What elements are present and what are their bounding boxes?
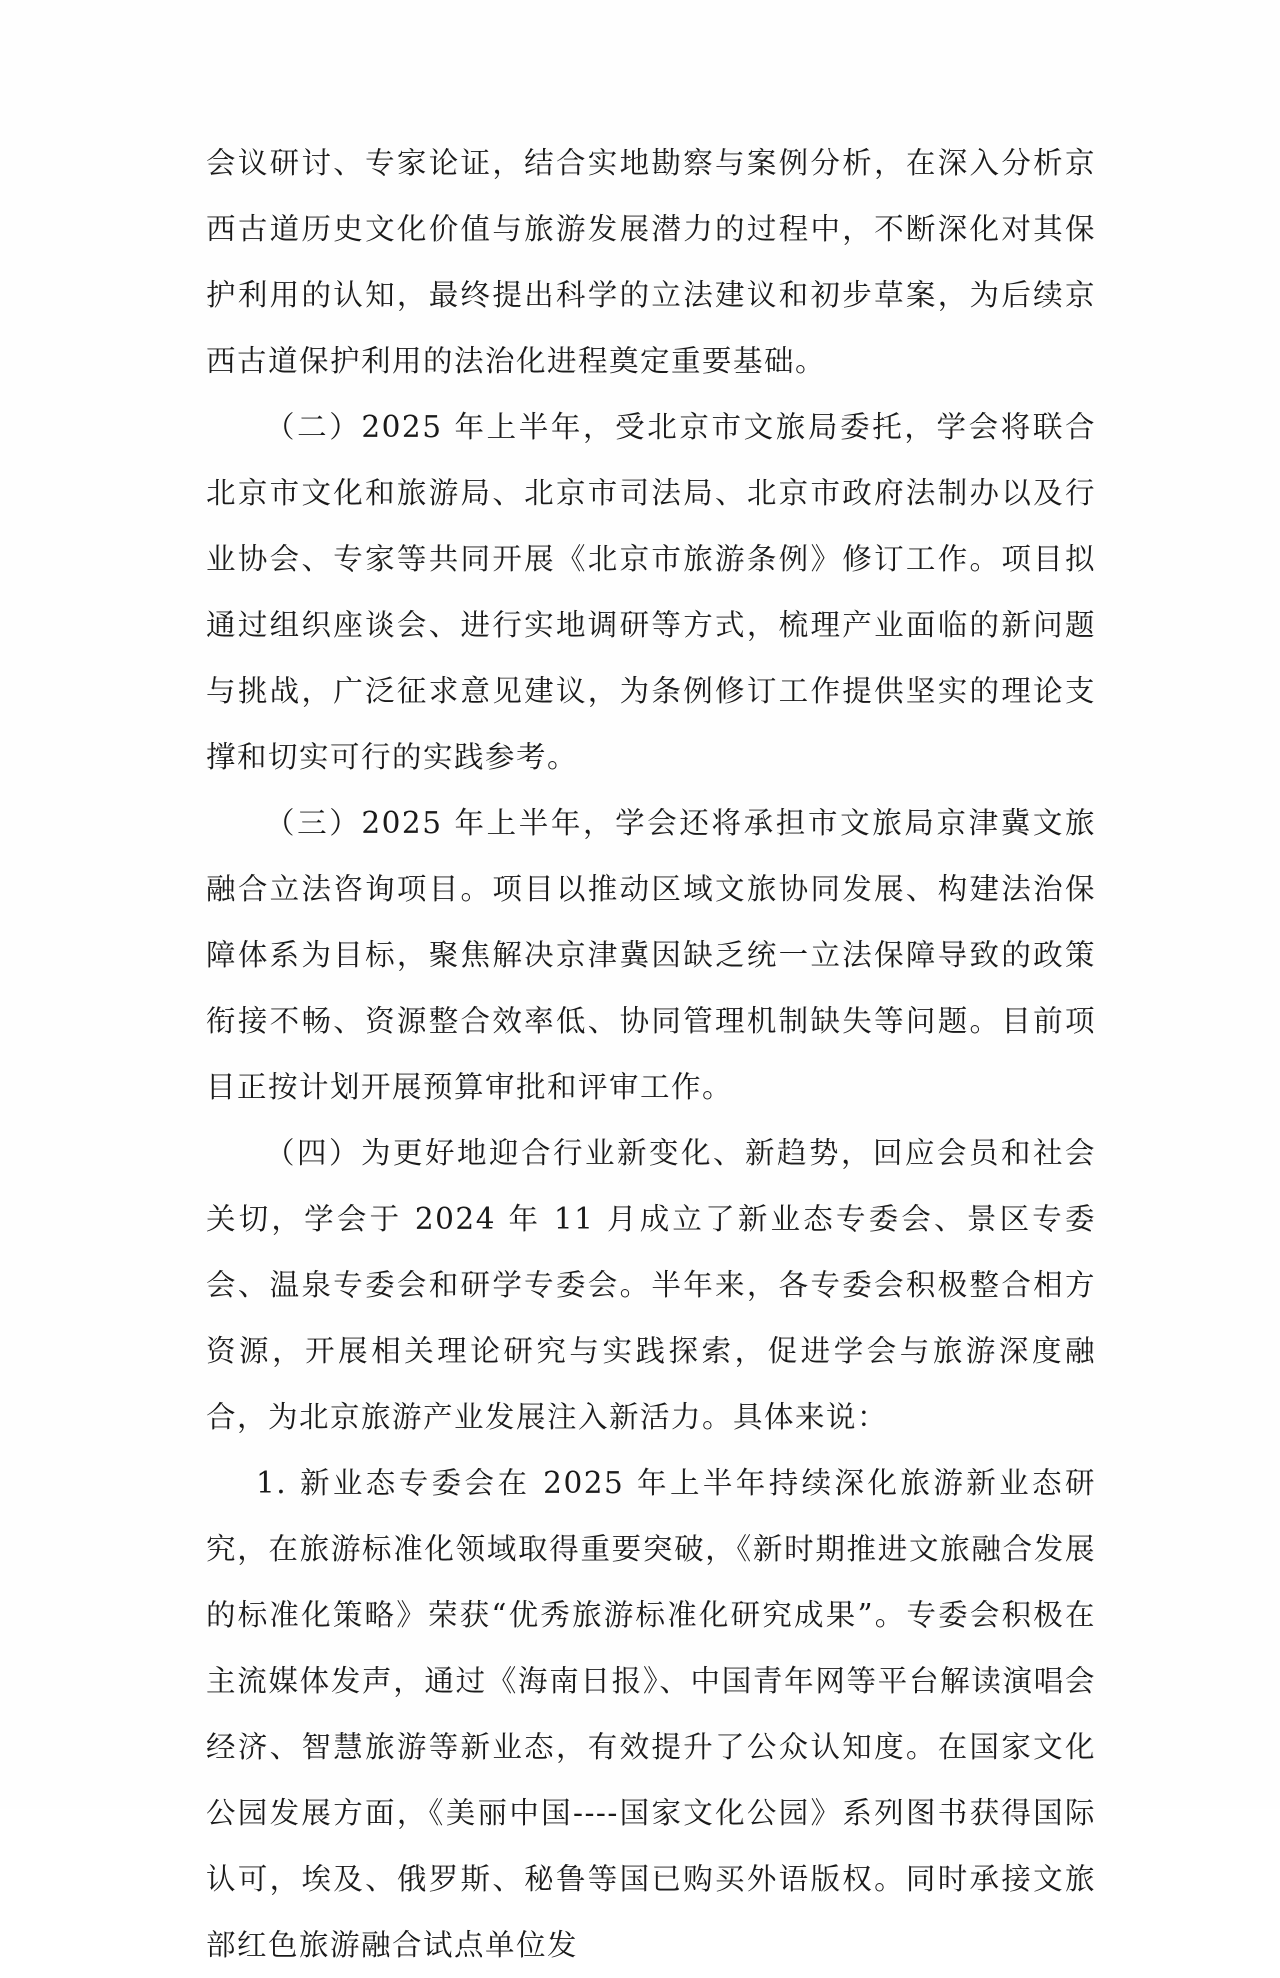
document-body xyxy=(206,130,1096,1978)
paragraph-item-3-jingjinji-legislation: （三）2025 年上半年，学会还将承担市文旅局京津冀文旅融合立法咨询项目。项目以推动区域文旅协同发展、构建法治保障体系为目标，聚焦解决京津冀因缺乏统一立法保障导致的政策衔接不畅、资源整合效率低、协同管理机制缺失等问题。目前项目正按计划开展预算审批和评审工作。 xyxy=(206,806,1096,1104)
paragraph-item-4-committees: （四）为更好地迎合行业新变化、新趋势，回应会员和社会关切，学会于 2024 年 11 月成立了新业态专委会、景区专委会、温泉专委会和研学专委会。半年来，各专委会积极整合相方资源，开展相关理论研究与实践探索，促进学会与旅游深度融合，为北京旅游产业发展注入新活力。具体来说： xyxy=(206,1136,1096,1434)
paragraph-subitem-1-new-business: 1. 新业态专委会在 2025 年上半年持续深化旅游新业态研究，在旅游标准化领域取得重要突破，《新时期推进文旅融合发展的标准化策略》荣获“优秀旅游标准化研究成果”。专委会积极在主流媒体发声，通过《海南日报》、中国青年网等平台解读演唱会经济、智慧旅游等新业态，有效提升了公众认知度。在国家文化公园发展方面，《美丽中国----国家文化公园》系列图书获得国际认可，埃及、俄罗斯、秘鲁等国已购买外语版权。同时承接文旅部红色旅游融合试点单位发 xyxy=(206,1466,1096,1962)
paragraph-conference-research: 会议研讨、专家论证，结合实地勘察与案例分析，在深入分析京西古道历史文化价值与旅游发展潜力的过程中，不断深化对其保护利用的认知，最终提出科学的立法建议和初步草案，为后续京西古道保护利用的法治化进程奠定重要基础。 xyxy=(206,146,1096,378)
paragraph-item-2-tourism-regulation: （二）2025 年上半年，受北京市文旅局委托，学会将联合北京市文化和旅游局、北京市司法局、北京市政府法制办以及行业协会、专家等共同开展《北京市旅游条例》修订工作。项目拟通过组织座谈会、进行实地调研等方式，梳理产业面临的新问题与挑战，广泛征求意见建议，为条例修订工作提供坚实的理论支撑和切实可行的实践参考。 xyxy=(206,410,1096,774)
